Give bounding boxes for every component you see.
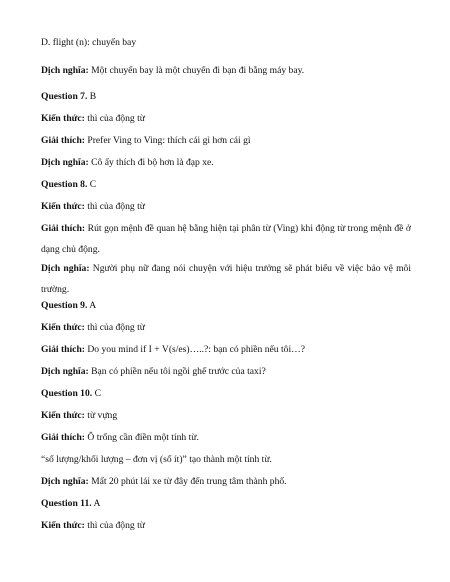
question-8-knowledge xyxy=(41,200,411,213)
question-7-heading xyxy=(41,90,411,103)
explanation-text: Do you mind if I + V(s/es)…..?: bạn có phiền nếu tôi…? xyxy=(84,344,305,355)
explanation-text: Rút gọn mệnh đề quan hệ bằng hiện tại phân từ (Ving) khi động từ trong mệnh đề ở dạng chủ động. xyxy=(41,223,411,255)
question-10-label: Question 10. xyxy=(41,388,93,399)
knowledge-label: Kiến thức: xyxy=(41,410,85,421)
explanation-label: Giải thích: xyxy=(41,135,85,146)
knowledge-text: thì của động từ xyxy=(84,201,145,212)
question-10-explanation xyxy=(41,431,411,444)
knowledge-label: Kiến thức: xyxy=(41,322,85,333)
question-9-knowledge xyxy=(41,321,411,334)
question-7-answer: B xyxy=(87,91,97,102)
translation-label: Dịch nghĩa: xyxy=(41,366,89,377)
translation-label: Dịch nghĩa: xyxy=(41,476,89,487)
question-8-answer: C xyxy=(87,179,97,190)
knowledge-label: Kiến thức: xyxy=(41,520,85,531)
knowledge-label: Kiến thức: xyxy=(41,201,85,212)
translation-text: Mất 20 phút lái xe từ đây đến trung tâm thành phố. xyxy=(88,476,287,487)
explanation-text: Ô trống cần điền một tính từ. xyxy=(84,432,199,443)
option-d-text: D. flight (n): chuyến bay xyxy=(41,37,137,48)
question-10-translation xyxy=(41,475,411,488)
option-d-line xyxy=(41,36,411,49)
question-9-explanation xyxy=(41,343,411,356)
question-9-label: Question 9. xyxy=(41,300,88,311)
question-8-heading xyxy=(41,178,411,191)
translation-text: Người phụ nữ đang nói chuyện với hiệu trưởng sẽ phát biểu về việc bảo vệ môi trường. xyxy=(41,263,411,295)
question-10-heading xyxy=(41,387,411,400)
knowledge-text: từ vựng xyxy=(84,410,118,421)
question-11-knowledge xyxy=(41,519,411,532)
translation-line xyxy=(41,64,411,77)
translation-text: Cô ấy thích đi bộ hơn là đạp xe. xyxy=(88,157,214,168)
explanation-text: Prefer Ving to Ving: thích cái gì hơn cái gì xyxy=(84,135,251,146)
question-11-answer: A xyxy=(91,498,101,509)
translation-text: Một chuyến bay là một chuyến đi bạn đi bằng máy bay. xyxy=(88,65,305,76)
question-7-label: Question 7. xyxy=(41,91,88,102)
knowledge-text: thì của động từ xyxy=(84,322,145,333)
knowledge-text: thì của động từ xyxy=(84,520,145,531)
translation-label: Dịch nghĩa: xyxy=(41,263,90,274)
explanation-label: Giải thích: xyxy=(41,344,85,355)
translation-label: Dịch nghĩa: xyxy=(41,65,89,76)
note-text: “số lượng/khối lượng – đơn vị (số ít)” tạo thành một tính từ. xyxy=(41,454,272,465)
question-7-explanation xyxy=(41,134,411,147)
question-9-heading xyxy=(41,299,411,312)
question-10-answer: C xyxy=(92,388,101,399)
question-11-label: Question 11. xyxy=(41,498,92,509)
question-9-translation xyxy=(41,365,411,378)
knowledge-label: Kiến thức: xyxy=(41,113,85,124)
explanation-label: Giải thích: xyxy=(41,223,86,234)
question-10-knowledge xyxy=(41,409,411,422)
question-7-translation xyxy=(41,156,411,169)
explanation-label: Giải thích: xyxy=(41,432,85,443)
question-7-knowledge xyxy=(41,112,411,125)
knowledge-text: thì của động từ xyxy=(84,113,145,124)
question-9-answer: A xyxy=(87,300,97,311)
question-8-label: Question 8. xyxy=(41,179,88,190)
translation-text: Bạn có phiền nếu tôi ngồi ghế trước của taxi? xyxy=(88,366,266,377)
question-8-explanation xyxy=(41,218,411,260)
question-11-heading xyxy=(41,497,411,510)
translation-label: Dịch nghĩa: xyxy=(41,157,89,168)
question-8-translation xyxy=(41,258,411,300)
question-10-note xyxy=(41,453,411,466)
